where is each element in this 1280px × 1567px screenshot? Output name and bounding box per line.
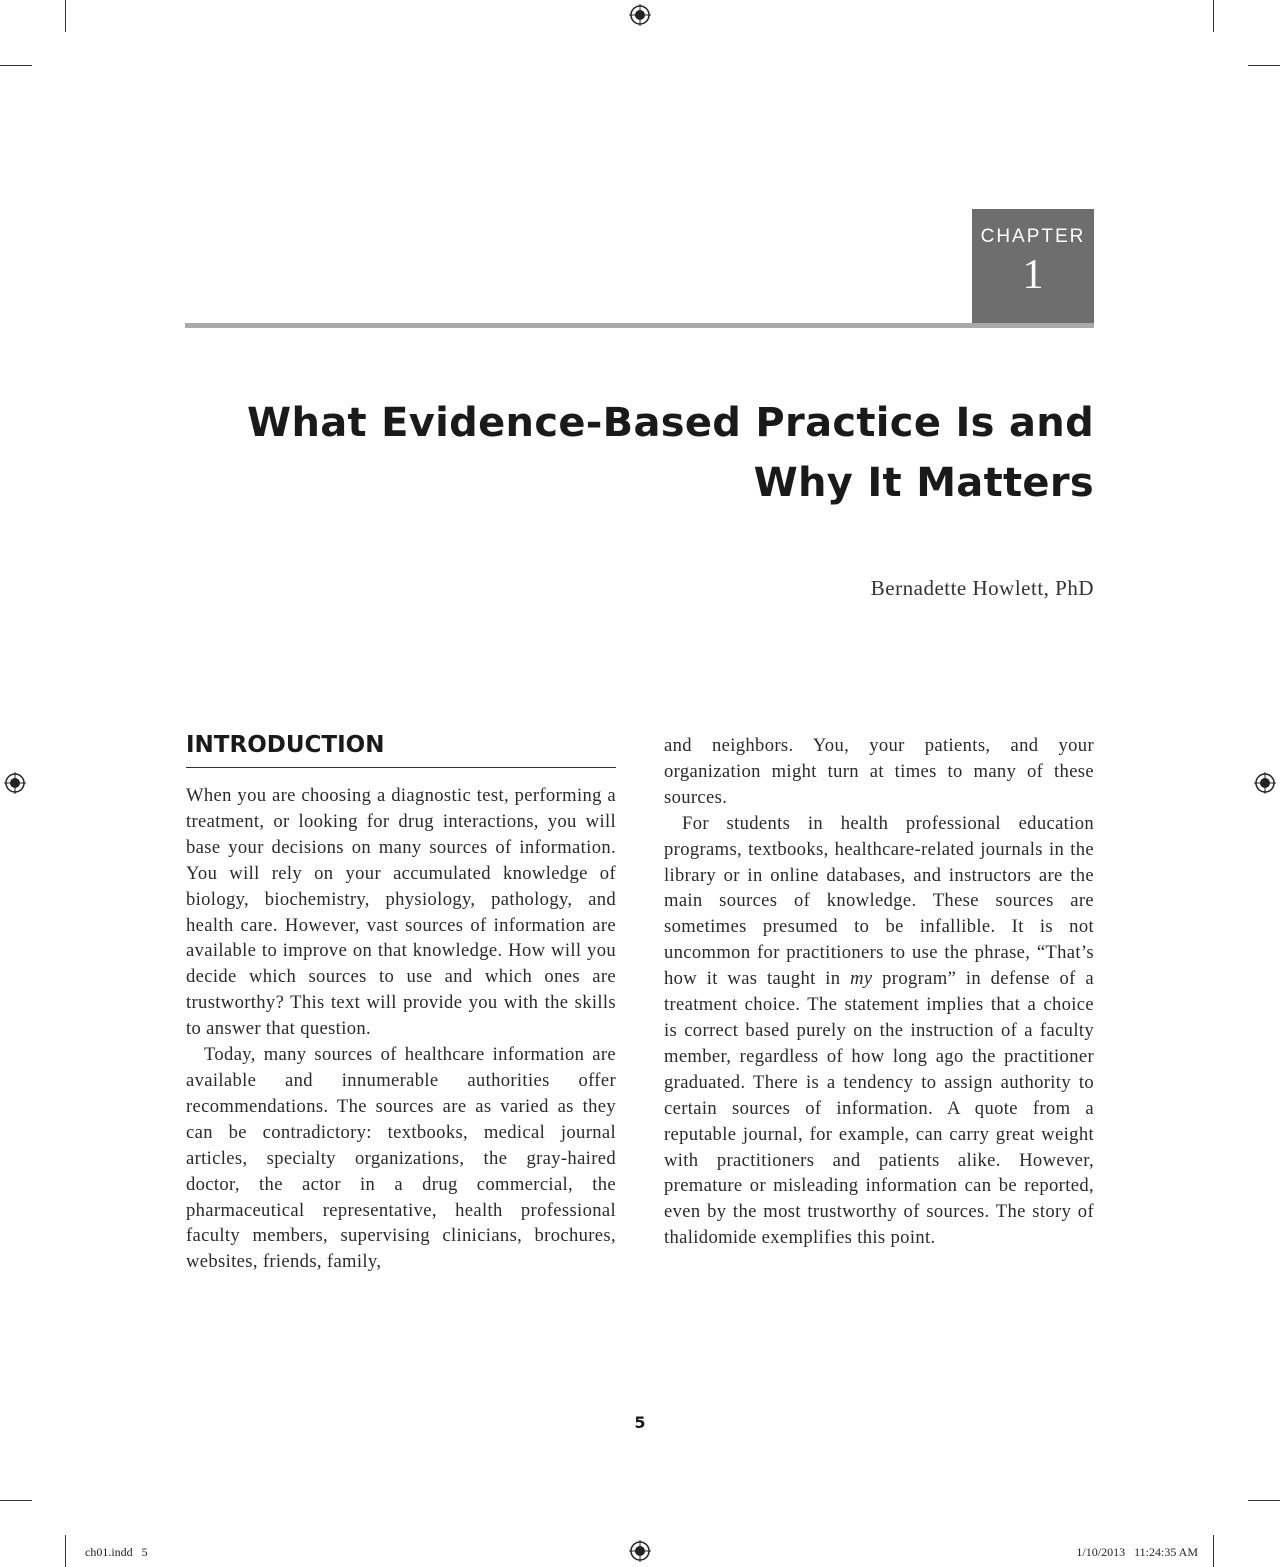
paragraph: When you are choosing a diagnostic test, performing a treatment, or looking for drug interactions, you will base your decisions on many sources of information. You will rely on your accumulated knowledge of biology, biochemistry, physiology, pathology, and health care. However, vast sources of information are available to improve on that knowledge. How will you decide which sources to use and which ones are trustworthy? This text will provide you with the skills to answer that question. [186, 785, 616, 1040]
paragraph-text: program” in defense of a treatment choice. The statement implies that a choice is correct based purely on the instruction of a faculty member, regardless of how long ago the practitioner graduated. There is a tendency to assign authority to certain sources of information. A quote from a reputable journal, for example, can carry great weight with practitioners and patients alike. However, premature or misleading information can be reported, even by the most trustworthy of sources. The story of thalidomide exemplifies this point. [664, 968, 1094, 1249]
crop-mark-top-left [65, 0, 66, 32]
emphasis-text: my [850, 968, 873, 990]
crop-mark-bottom-left-h [0, 1500, 32, 1501]
crop-mark-bottom-left [65, 1535, 66, 1567]
registration-mark-icon [629, 4, 651, 26]
crop-mark-top-left-h [0, 65, 32, 66]
page-number: 5 [634, 1413, 646, 1432]
crop-mark-bottom-right-h [1248, 1500, 1280, 1501]
chapter-title [214, 393, 1094, 513]
paragraph: and neighbors. You, your patients, and your organization might turn at times to many of these sources. [664, 735, 1094, 808]
crop-mark-top-right [1213, 0, 1214, 32]
paragraph [664, 811, 1094, 1251]
registration-mark-icon [1254, 772, 1276, 794]
chapter-title-line-1: What Evidence-Based Practice Is and [247, 400, 1094, 446]
author-name: Bernadette Howlett, PhD [870, 576, 1094, 600]
section-rule [186, 767, 616, 768]
chapter-rule [185, 323, 1094, 328]
chapter-label: CHAPTER [980, 226, 1086, 247]
left-column [186, 783, 616, 1275]
chapter-title-line-2: Why It Matters [753, 460, 1094, 506]
chapter-box [972, 209, 1094, 323]
slug-left: ch01.indd 5 [85, 1545, 148, 1559]
registration-mark-icon [4, 772, 26, 794]
paragraph: Today, many sources of healthcare information are available and innumerable authorities offer recommendations. The sources are as varied as they can be contradictory: textbooks, medical journal articles, specialty organizations, the gray-haired doctor, the actor in a drug commercial, the pharmaceutical representative, health professional faculty members, supervising clinicians, brochures, websites, friends, family, [186, 1044, 616, 1273]
slug-right: 1/10/2013 11:24:35 AM [1076, 1545, 1198, 1559]
right-column [664, 733, 1094, 1251]
registration-mark-icon [629, 1540, 651, 1562]
crop-mark-bottom-right [1213, 1535, 1214, 1567]
chapter-number: 1 [1022, 252, 1044, 298]
paragraph-text: For students in health professional education programs, textbooks, healthcare-related journals in the library or in online databases, and instructors are the main sources of knowledge. These sources are sometimes presumed to be infallible. It is not uncommon for practitioners to use the phrase, “That’s how it was taught in [664, 812, 1094, 990]
crop-mark-top-right-h [1248, 65, 1280, 66]
section-heading: INTRODUCTION [186, 732, 385, 758]
